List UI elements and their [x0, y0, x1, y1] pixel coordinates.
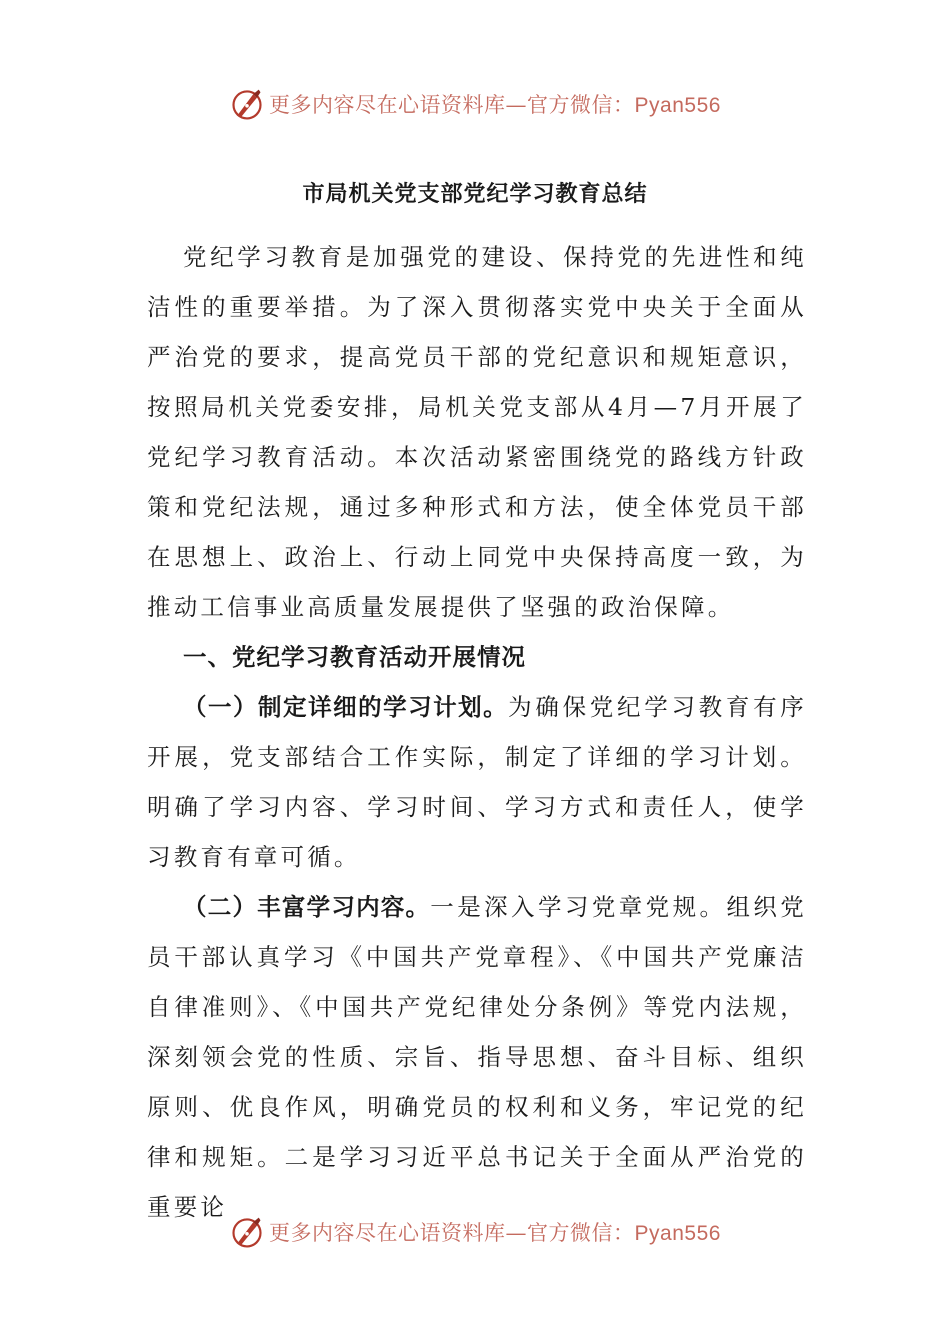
- watermark-text: [269, 89, 721, 119]
- document-title: 市局机关党支部党纪学习教育总结: [302, 181, 648, 207]
- section-heading-1: 一、党纪学习教育活动开展情况: [183, 643, 526, 671]
- watermark-text-cn: 更多内容尽在心语资料库—官方微信：: [269, 1221, 635, 1245]
- pen-nib-circle-icon: [229, 86, 265, 122]
- watermark-text: [269, 1217, 721, 1247]
- watermark-text-cn: 更多内容尽在心语资料库—官方微信：: [269, 93, 635, 117]
- document-body: [147, 232, 807, 1232]
- item-lead-2: （二）丰富学习内容。: [183, 893, 431, 921]
- item-lead-1: （一）制定详细的学习计划。: [183, 693, 509, 721]
- intro-paragraph: 党纪学习教育是加强党的建设、保持党的先进性和纯洁性的重要举措。为了深入贯彻落实党中央关于全面从严治党的要求，提高党员干部的党纪意识和规矩意识，按照局机关党委安排，局机关党支部从4月—7月开展了党纪学习教育活动。本次活动紧密围绕党的路线方针政策和党纪法规，通过多种形式和方法，使全体党员干部在思想上、政治上、行动上同党中央保持高度一致，为推动工信事业高质量发展提供了坚强的政治保障。: [147, 243, 807, 621]
- item-paragraph-2: [147, 882, 807, 1232]
- watermark-wechat-id: Pyan556: [634, 1222, 721, 1245]
- item-body-1: 为确保党纪学习教育有序开展，党支部结合工作实际，制定了详细的学习计划。明确了学习内容、学习时间、学习方式和责任人，使学习教育有章可循。: [147, 693, 808, 871]
- footer-watermark-banner: [0, 1212, 950, 1252]
- item-body-2: 一是深入学习党章党规。组织党员干部认真学习《中国共产党章程》、《中国共产党廉洁自律准则》、《中国共产党纪律处分条例》等党内法规，深刻领会党的性质、宗旨、指导思想、奋斗目标、组织原则、优良作风，明确党员的权利和义务，牢记党的纪律和规矩。二是学习习近平总书记关于全面从严治党的重要论: [147, 893, 807, 1221]
- item-paragraph-1: [147, 682, 807, 882]
- pen-nib-circle-icon: [229, 1214, 265, 1250]
- watermark-wechat-id: Pyan556: [634, 94, 721, 117]
- header-watermark-banner: [0, 84, 950, 124]
